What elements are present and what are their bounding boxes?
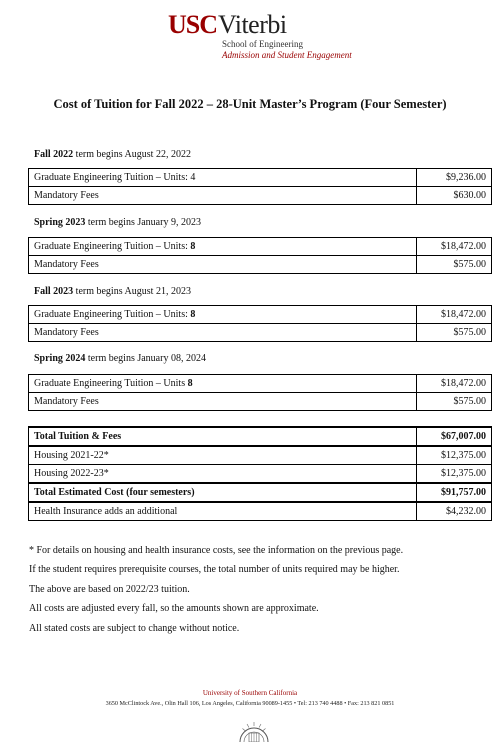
row-label: Mandatory Fees (29, 187, 417, 205)
term-table-fall-2022 (28, 168, 492, 205)
row-label: Mandatory Fees (29, 256, 417, 274)
logo-usc: USC (168, 10, 218, 39)
summary-row-total-estimated (29, 483, 492, 502)
row-amount: $18,472.00 (417, 306, 492, 324)
term-table-fall-2023 (28, 305, 492, 342)
term-table-spring-2024 (28, 374, 492, 411)
note: All stated costs are subject to change without notice. (29, 622, 240, 634)
term-heading-spring-2023 (34, 217, 201, 228)
term-begins: term begins January 08, 2024 (85, 353, 206, 364)
term-name: Fall 2022 (34, 149, 74, 160)
row-amount: $67,007.00 (417, 427, 492, 446)
notes (29, 546, 403, 643)
term-heading-fall-2023 (34, 286, 191, 297)
row-amount: $630.00 (417, 187, 492, 205)
table-row (29, 306, 492, 324)
term-begins: term begins August 21, 2023 (73, 286, 191, 297)
row-amount: $18,472.00 (417, 238, 492, 256)
row-label (29, 375, 417, 393)
row-label: Mandatory Fees (29, 324, 417, 342)
row-amount: $4,232.00 (417, 502, 492, 521)
summary-row-housing-2022 (29, 465, 492, 484)
row-label: Total Estimated Cost (four semesters) (29, 483, 417, 502)
row-amount: $12,375.00 (417, 465, 492, 484)
summary-row-total-tuition (29, 427, 492, 446)
term-begins: term begins August 22, 2022 (73, 149, 191, 160)
note: * For details on housing and health insurance costs, see the information on the previous page. (29, 545, 404, 556)
row-amount: $12,375.00 (417, 446, 492, 465)
logo-wordmark (168, 10, 287, 40)
note: All costs are adjusted every fall, so the amounts shown are approximate. (29, 603, 319, 615)
row-label: Housing 2021-22* (29, 446, 417, 465)
summary-row-housing-2021 (29, 446, 492, 465)
row-label: Health Insurance adds an additional (29, 502, 417, 521)
term-table-spring-2023 (28, 237, 492, 274)
table-row (29, 256, 492, 274)
row-label-text: Graduate Engineering Tuition – Units: (34, 241, 191, 252)
row-amount: $18,472.00 (417, 375, 492, 393)
row-label-text: Graduate Engineering Tuition – Units: (34, 309, 191, 320)
table-row (29, 375, 492, 393)
note: The above are based on 2022/23 tuition. (29, 583, 190, 595)
row-label (29, 238, 417, 256)
row-label: Mandatory Fees (29, 393, 417, 411)
row-label: Graduate Engineering Tuition – Units: 4 (29, 169, 417, 187)
term-heading-spring-2024 (34, 353, 206, 364)
table-row (29, 169, 492, 187)
summary-row-health-insurance (29, 502, 492, 521)
usc-seal-icon (238, 712, 270, 742)
row-amount: $575.00 (417, 256, 492, 274)
footer-university: University of Southern California (202, 689, 298, 697)
logo-department: Admission and Student Engagement (222, 50, 352, 60)
row-units: 8 (190, 241, 196, 252)
page-title: Cost of Tuition for Fall 2022 – 28-Unit Master’s Program (Four Semester) (53, 97, 447, 111)
row-amount: $575.00 (417, 324, 492, 342)
table-row (29, 238, 492, 256)
term-name: Spring 2024 (34, 353, 86, 364)
note: If the student requires prerequisite courses, the total number of units required may be higher. (29, 564, 400, 576)
term-heading-fall-2022 (34, 149, 191, 160)
row-amount: $575.00 (417, 393, 492, 411)
table-row (29, 324, 492, 342)
row-amount: $91,757.00 (417, 483, 492, 502)
term-name: Spring 2023 (34, 217, 86, 228)
footer-address: 3650 McClintock Ave., Olin Hall 106, Los Angeles, California 90089-1455 • Tel: 213 740 4488 • Fax: 213 821 0851 (105, 700, 395, 707)
row-label: Housing 2022-23* (29, 465, 417, 484)
row-units: 8 (190, 309, 196, 320)
summary-table (28, 426, 492, 521)
table-row (29, 393, 492, 411)
term-begins: term begins January 9, 2023 (85, 217, 201, 228)
term-name: Fall 2023 (34, 286, 74, 297)
row-label (29, 306, 417, 324)
row-amount: $9,236.00 (417, 169, 492, 187)
row-label: Total Tuition & Fees (29, 427, 417, 446)
row-units: 8 (187, 378, 193, 389)
table-row (29, 187, 492, 205)
usc-viterbi-logo (168, 10, 352, 60)
logo-viterbi: Viterbi (218, 10, 287, 39)
logo-school: School of Engineering (222, 39, 303, 49)
row-label-text: Graduate Engineering Tuition – Units (34, 378, 188, 389)
